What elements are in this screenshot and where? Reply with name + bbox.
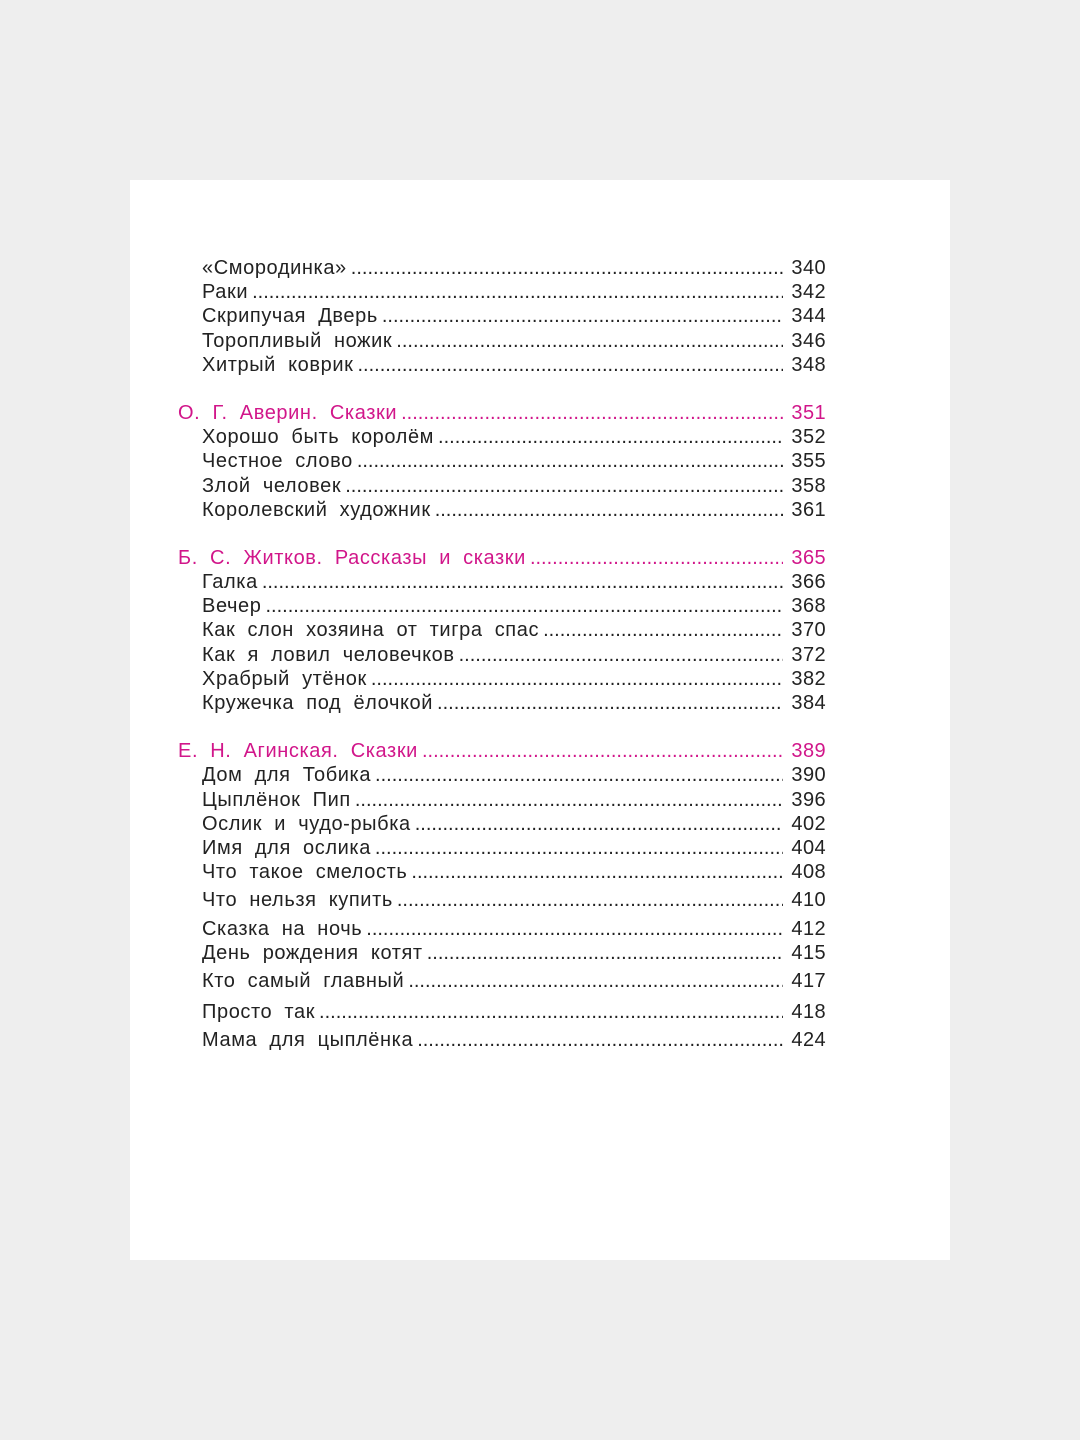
toc-section-page: 351 (791, 401, 826, 424)
toc-entry-title: Храбрый утёнок (202, 667, 367, 690)
toc-entry (178, 498, 826, 522)
dot-leader (265, 594, 783, 618)
toc-entry-title: Злой человек (202, 474, 342, 497)
toc-entry-page: 404 (791, 836, 826, 859)
dot-leader (530, 546, 783, 570)
toc-entry (178, 474, 826, 498)
toc-entry-title: Ослик и чудо-рыбка (202, 812, 411, 835)
toc-entry (178, 917, 826, 941)
toc-entry-page: 344 (791, 305, 826, 328)
dot-leader (357, 353, 783, 377)
toc-entry-title: Кто самый главный (202, 969, 405, 992)
toc-entry-title: Цыплёнок Пип (202, 788, 351, 811)
dot-leader (262, 570, 783, 594)
dot-leader (417, 1028, 783, 1052)
toc-section-header (178, 739, 826, 763)
toc-entry-page: 418 (791, 1001, 826, 1024)
toc-entry-page: 408 (791, 861, 826, 884)
toc-entry-page: 412 (791, 917, 826, 940)
toc-entry (178, 425, 826, 449)
dot-leader (345, 474, 783, 498)
toc-entry (178, 969, 826, 993)
toc-entry-page: 384 (791, 692, 826, 714)
dot-leader (351, 256, 783, 280)
toc-section-title: Е. Н. Агинская. Сказки (178, 740, 418, 763)
toc-entry-title: Хитрый коврик (202, 353, 354, 376)
dot-leader (427, 941, 783, 965)
dot-leader (375, 836, 783, 860)
toc-entry (178, 888, 826, 912)
toc-entry (178, 836, 826, 860)
toc-entry (178, 570, 826, 594)
toc-entry (178, 594, 826, 618)
toc-entry-page: 424 (791, 1029, 826, 1052)
toc-entry-page: 372 (791, 643, 826, 666)
dot-leader (422, 739, 783, 763)
dot-leader (435, 498, 783, 522)
dot-leader (543, 618, 783, 642)
toc-entry-title: Дом для Тобика (202, 764, 372, 787)
toc-entry-page: 370 (791, 619, 826, 642)
dot-leader (438, 425, 783, 449)
dot-leader (397, 888, 783, 912)
toc-entry-page: 396 (791, 788, 826, 811)
dot-leader (408, 969, 783, 993)
toc-entry-page: 342 (791, 281, 826, 304)
toc-entry (178, 941, 826, 965)
dot-leader (357, 449, 783, 473)
toc-entry-title: «Смородинка» (202, 257, 347, 279)
table-of-contents (178, 256, 826, 1052)
toc-entry-page: 390 (791, 764, 826, 787)
toc-entry-title: Галка (202, 571, 258, 594)
toc-entry-page: 368 (791, 595, 826, 618)
toc-entry-page: 340 (791, 257, 826, 279)
toc-entry (178, 667, 826, 691)
toc-entry (178, 256, 826, 280)
dot-leader (371, 667, 783, 691)
toc-entry-title: Сказка на ночь (202, 917, 363, 940)
toc-entry (178, 1028, 826, 1052)
toc-entry-page: 402 (791, 812, 826, 835)
toc-entry-page: 355 (791, 450, 826, 473)
dot-leader (382, 304, 783, 328)
toc-entry-page: 417 (791, 969, 826, 992)
toc-entry-page: 361 (791, 498, 826, 521)
toc-section-page: 365 (791, 546, 826, 569)
toc-entry-title: Хорошо быть королём (202, 426, 435, 449)
toc-entry-title: Что нельзя купить (202, 889, 393, 912)
toc-entry (178, 304, 826, 328)
toc-section-header (178, 546, 826, 570)
toc-entry-title: Честное слово (202, 450, 353, 473)
toc-entry (178, 329, 826, 353)
dot-leader (401, 401, 783, 425)
toc-entry (178, 860, 826, 884)
toc-entry-title: Имя для ослика (202, 836, 371, 859)
dot-leader (375, 763, 783, 787)
toc-entry-page: 415 (791, 941, 826, 964)
toc-entry-title: Скрипучая Дверь (202, 305, 378, 328)
toc-entry-title: Торопливый ножик (202, 329, 393, 352)
toc-entry-page: 352 (791, 426, 826, 449)
dot-leader (396, 329, 783, 353)
toc-entry-title: Раки (202, 281, 249, 304)
dot-leader (415, 812, 783, 836)
dot-leader (366, 917, 783, 941)
toc-entry (178, 763, 826, 787)
toc-entry-title: День рождения котят (202, 941, 423, 964)
toc-entry-title: Как слон хозяина от тигра спас (202, 619, 540, 642)
toc-entry-page: 366 (791, 571, 826, 594)
toc-entry-title: Вечер (202, 595, 262, 618)
toc-entry (178, 618, 826, 642)
toc-entry-page: 358 (791, 474, 826, 497)
toc-section-header (178, 401, 826, 425)
toc-entry-title: Как я ловил человечков (202, 643, 455, 666)
dot-leader (355, 788, 783, 812)
toc-entry (178, 280, 826, 304)
toc-entry (178, 643, 826, 667)
dot-leader (437, 691, 783, 715)
dot-leader (459, 643, 783, 667)
toc-entry-page: 346 (791, 329, 826, 352)
toc-entry-title: Что такое смелость (202, 861, 408, 884)
toc-section-page: 389 (791, 740, 826, 763)
dot-leader (411, 860, 783, 884)
toc-entry (178, 788, 826, 812)
toc-entry (178, 449, 826, 473)
toc-entry-page: 410 (791, 889, 826, 912)
toc-entry-title: Просто так (202, 1001, 316, 1024)
toc-entry (178, 691, 826, 715)
dot-leader (319, 1000, 783, 1024)
toc-entry-title: Мама для цыплёнка (202, 1029, 414, 1052)
toc-entry (178, 1000, 826, 1024)
toc-section-title: О. Г. Аверин. Сказки (178, 401, 398, 424)
toc-section-title: Б. С. Житков. Рассказы и сказки (178, 546, 526, 569)
toc-entry-page: 382 (791, 667, 826, 690)
toc-entry (178, 812, 826, 836)
toc-entry-title: Кружечка под ёлочкой (202, 692, 434, 714)
dot-leader (252, 280, 783, 304)
toc-entry-page: 348 (791, 353, 826, 376)
toc-entry (178, 353, 826, 377)
toc-entry-title: Королевский художник (202, 498, 431, 521)
